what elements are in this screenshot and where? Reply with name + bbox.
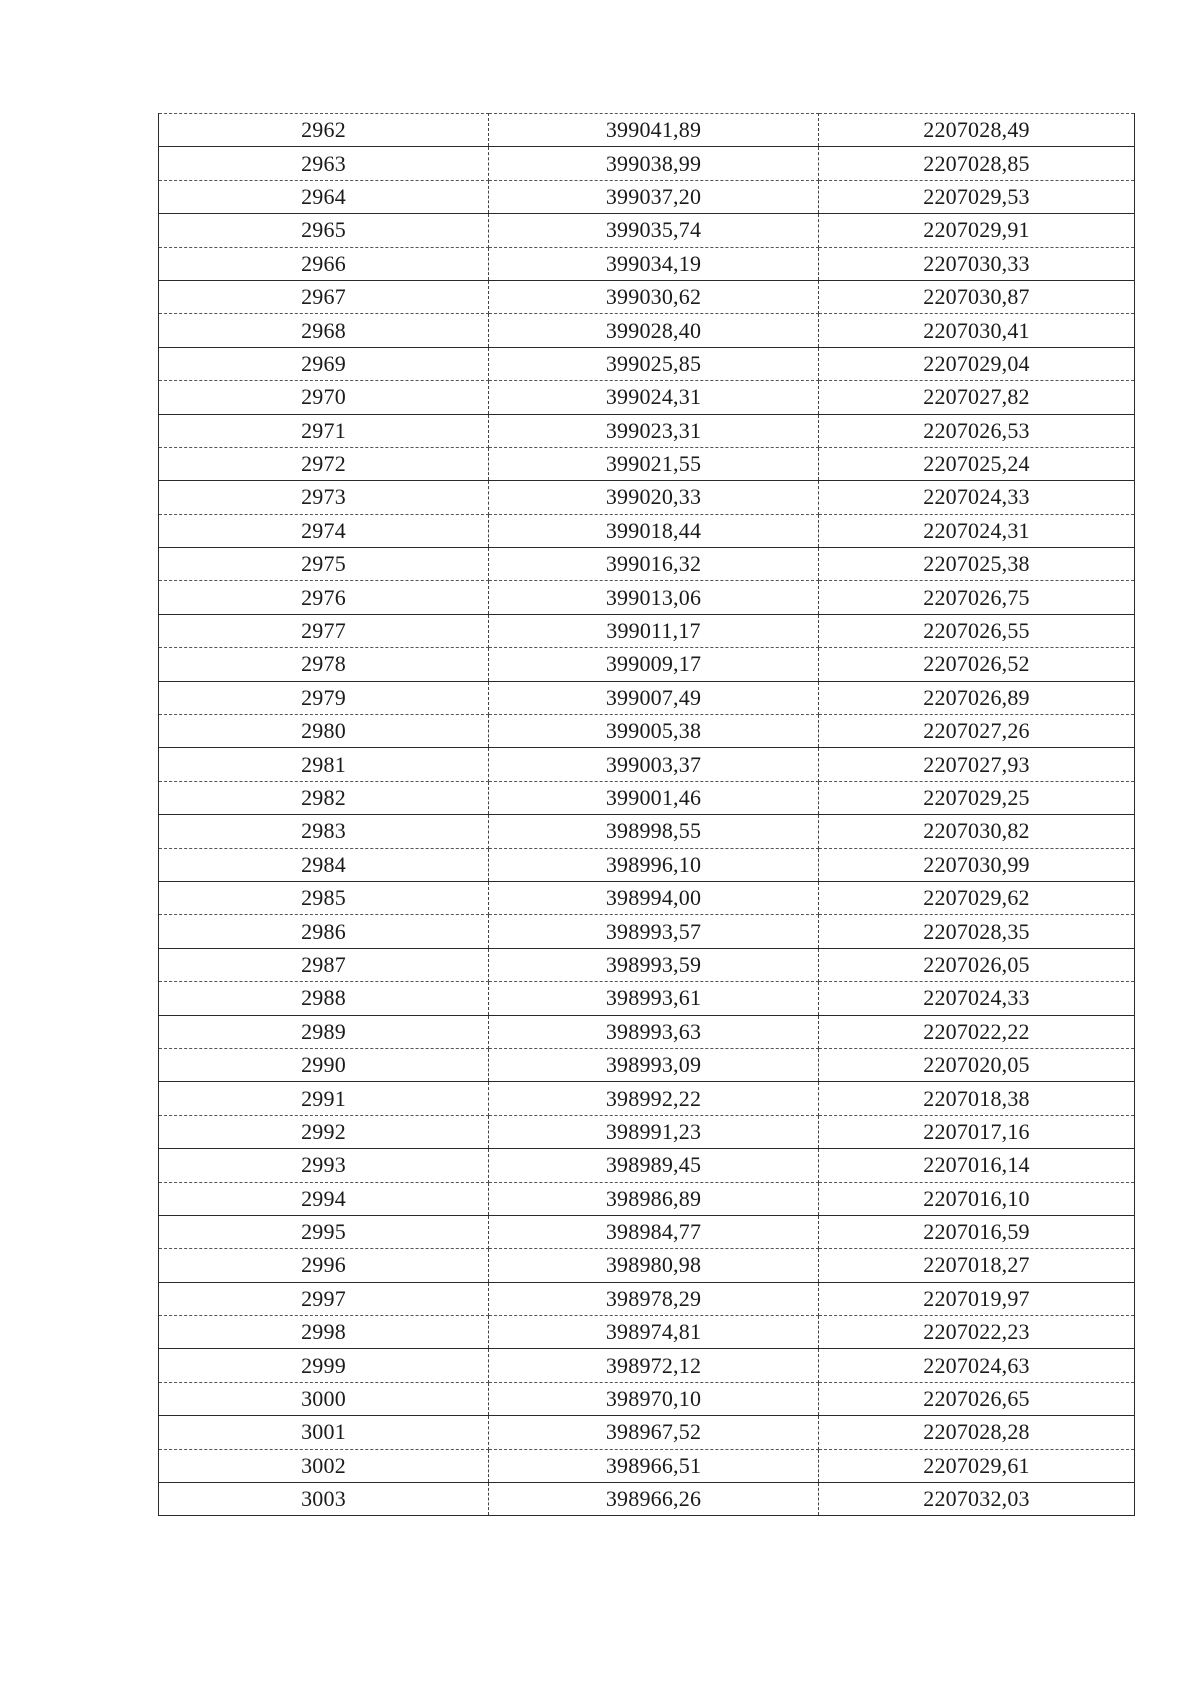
point-number-cell: 2972 bbox=[159, 447, 489, 480]
y-coordinate-cell: 2207030,82 bbox=[819, 815, 1135, 848]
table-row bbox=[159, 781, 1135, 814]
table-row bbox=[159, 1082, 1135, 1115]
y-coordinate-cell: 2207026,75 bbox=[819, 581, 1135, 614]
x-coordinate-cell: 399016,32 bbox=[489, 548, 819, 581]
y-coordinate-cell: 2207024,33 bbox=[819, 982, 1135, 1015]
table-row bbox=[159, 214, 1135, 247]
point-number-cell: 2983 bbox=[159, 815, 489, 848]
y-coordinate-cell: 2207029,61 bbox=[819, 1449, 1135, 1482]
x-coordinate-cell: 399007,49 bbox=[489, 681, 819, 714]
x-coordinate-cell: 398980,98 bbox=[489, 1249, 819, 1282]
table-row bbox=[159, 247, 1135, 280]
x-coordinate-cell: 398966,26 bbox=[489, 1483, 819, 1516]
x-coordinate-cell: 398993,59 bbox=[489, 948, 819, 981]
x-coordinate-cell: 398998,55 bbox=[489, 815, 819, 848]
y-coordinate-cell: 2207018,27 bbox=[819, 1249, 1135, 1282]
point-number-cell: 2982 bbox=[159, 781, 489, 814]
table-row bbox=[159, 514, 1135, 547]
y-coordinate-cell: 2207030,33 bbox=[819, 247, 1135, 280]
point-number-cell: 2986 bbox=[159, 915, 489, 948]
table-row bbox=[159, 1015, 1135, 1048]
y-coordinate-cell: 2207026,65 bbox=[819, 1382, 1135, 1415]
point-number-cell: 2976 bbox=[159, 581, 489, 614]
y-coordinate-cell: 2207027,82 bbox=[819, 381, 1135, 414]
x-coordinate-cell: 399001,46 bbox=[489, 781, 819, 814]
table-row bbox=[159, 314, 1135, 347]
x-coordinate-cell: 399013,06 bbox=[489, 581, 819, 614]
point-number-cell: 2974 bbox=[159, 514, 489, 547]
y-coordinate-cell: 2207025,38 bbox=[819, 548, 1135, 581]
x-coordinate-cell: 398991,23 bbox=[489, 1115, 819, 1148]
y-coordinate-cell: 2207032,03 bbox=[819, 1483, 1135, 1516]
x-coordinate-cell: 399028,40 bbox=[489, 314, 819, 347]
table-row bbox=[159, 581, 1135, 614]
x-coordinate-cell: 398978,29 bbox=[489, 1282, 819, 1315]
y-coordinate-cell: 2207028,85 bbox=[819, 147, 1135, 180]
x-coordinate-cell: 398994,00 bbox=[489, 881, 819, 914]
y-coordinate-cell: 2207016,59 bbox=[819, 1215, 1135, 1248]
table-row bbox=[159, 280, 1135, 313]
y-coordinate-cell: 2207025,24 bbox=[819, 447, 1135, 480]
x-coordinate-cell: 398974,81 bbox=[489, 1316, 819, 1349]
point-number-cell: 2991 bbox=[159, 1082, 489, 1115]
x-coordinate-cell: 399011,17 bbox=[489, 614, 819, 647]
table-row bbox=[159, 1416, 1135, 1449]
y-coordinate-cell: 2207028,49 bbox=[819, 114, 1135, 147]
y-coordinate-cell: 2207016,14 bbox=[819, 1149, 1135, 1182]
y-coordinate-cell: 2207024,33 bbox=[819, 481, 1135, 514]
point-number-cell: 2997 bbox=[159, 1282, 489, 1315]
table-row bbox=[159, 1483, 1135, 1516]
y-coordinate-cell: 2207026,89 bbox=[819, 681, 1135, 714]
table-row bbox=[159, 481, 1135, 514]
x-coordinate-cell: 398986,89 bbox=[489, 1182, 819, 1215]
x-coordinate-cell: 399003,37 bbox=[489, 748, 819, 781]
y-coordinate-cell: 2207026,52 bbox=[819, 648, 1135, 681]
y-coordinate-cell: 2207024,31 bbox=[819, 514, 1135, 547]
table-row bbox=[159, 414, 1135, 447]
x-coordinate-cell: 399025,85 bbox=[489, 347, 819, 380]
point-number-cell: 2973 bbox=[159, 481, 489, 514]
point-number-cell: 2998 bbox=[159, 1316, 489, 1349]
point-number-cell: 2975 bbox=[159, 548, 489, 581]
x-coordinate-cell: 399020,33 bbox=[489, 481, 819, 514]
point-number-cell: 2969 bbox=[159, 347, 489, 380]
point-number-cell: 2966 bbox=[159, 247, 489, 280]
x-coordinate-cell: 398989,45 bbox=[489, 1149, 819, 1182]
x-coordinate-cell: 398992,22 bbox=[489, 1082, 819, 1115]
table-row bbox=[159, 447, 1135, 480]
x-coordinate-cell: 399034,19 bbox=[489, 247, 819, 280]
point-number-cell: 2992 bbox=[159, 1115, 489, 1148]
point-number-cell: 2985 bbox=[159, 881, 489, 914]
x-coordinate-cell: 399009,17 bbox=[489, 648, 819, 681]
y-coordinate-cell: 2207030,87 bbox=[819, 280, 1135, 313]
point-number-cell: 2965 bbox=[159, 214, 489, 247]
y-coordinate-cell: 2207029,62 bbox=[819, 881, 1135, 914]
table-row bbox=[159, 347, 1135, 380]
y-coordinate-cell: 2207022,22 bbox=[819, 1015, 1135, 1048]
point-number-cell: 2979 bbox=[159, 681, 489, 714]
table-row bbox=[159, 748, 1135, 781]
point-number-cell: 2971 bbox=[159, 414, 489, 447]
table-row bbox=[159, 114, 1135, 147]
table-row bbox=[159, 1282, 1135, 1315]
table-row bbox=[159, 1149, 1135, 1182]
x-coordinate-cell: 398966,51 bbox=[489, 1449, 819, 1482]
point-number-cell: 3001 bbox=[159, 1416, 489, 1449]
y-coordinate-cell: 2207024,63 bbox=[819, 1349, 1135, 1382]
point-number-cell: 2964 bbox=[159, 180, 489, 213]
y-coordinate-cell: 2207026,05 bbox=[819, 948, 1135, 981]
table-row bbox=[159, 1048, 1135, 1081]
y-coordinate-cell: 2207027,26 bbox=[819, 715, 1135, 748]
point-number-cell: 2993 bbox=[159, 1149, 489, 1182]
point-number-cell: 2977 bbox=[159, 614, 489, 647]
coordinates-table-body bbox=[159, 114, 1135, 1516]
point-number-cell: 2995 bbox=[159, 1215, 489, 1248]
table-row bbox=[159, 180, 1135, 213]
x-coordinate-cell: 399030,62 bbox=[489, 280, 819, 313]
y-coordinate-cell: 2207029,25 bbox=[819, 781, 1135, 814]
table-row bbox=[159, 1249, 1135, 1282]
table-row bbox=[159, 614, 1135, 647]
point-number-cell: 2989 bbox=[159, 1015, 489, 1048]
table-row bbox=[159, 1215, 1135, 1248]
y-coordinate-cell: 2207027,93 bbox=[819, 748, 1135, 781]
x-coordinate-cell: 399018,44 bbox=[489, 514, 819, 547]
table-row bbox=[159, 1449, 1135, 1482]
table-row bbox=[159, 1182, 1135, 1215]
point-number-cell: 2994 bbox=[159, 1182, 489, 1215]
point-number-cell: 2990 bbox=[159, 1048, 489, 1081]
y-coordinate-cell: 2207028,28 bbox=[819, 1416, 1135, 1449]
point-number-cell: 2980 bbox=[159, 715, 489, 748]
point-number-cell: 2970 bbox=[159, 381, 489, 414]
x-coordinate-cell: 399037,20 bbox=[489, 180, 819, 213]
table-row bbox=[159, 881, 1135, 914]
x-coordinate-cell: 398972,12 bbox=[489, 1349, 819, 1382]
x-coordinate-cell: 399041,89 bbox=[489, 114, 819, 147]
x-coordinate-cell: 398993,63 bbox=[489, 1015, 819, 1048]
x-coordinate-cell: 398993,09 bbox=[489, 1048, 819, 1081]
table-row bbox=[159, 1349, 1135, 1382]
y-coordinate-cell: 2207026,55 bbox=[819, 614, 1135, 647]
point-number-cell: 2984 bbox=[159, 848, 489, 881]
point-number-cell: 3002 bbox=[159, 1449, 489, 1482]
table-row bbox=[159, 848, 1135, 881]
coordinates-table bbox=[158, 113, 1135, 1516]
x-coordinate-cell: 399035,74 bbox=[489, 214, 819, 247]
point-number-cell: 2963 bbox=[159, 147, 489, 180]
y-coordinate-cell: 2207026,53 bbox=[819, 414, 1135, 447]
point-number-cell: 2981 bbox=[159, 748, 489, 781]
table-row bbox=[159, 1316, 1135, 1349]
table-row bbox=[159, 1382, 1135, 1415]
x-coordinate-cell: 398993,57 bbox=[489, 915, 819, 948]
table-row bbox=[159, 681, 1135, 714]
y-coordinate-cell: 2207022,23 bbox=[819, 1316, 1135, 1349]
y-coordinate-cell: 2207020,05 bbox=[819, 1048, 1135, 1081]
point-number-cell: 3000 bbox=[159, 1382, 489, 1415]
x-coordinate-cell: 398993,61 bbox=[489, 982, 819, 1015]
point-number-cell: 2978 bbox=[159, 648, 489, 681]
point-number-cell: 2988 bbox=[159, 982, 489, 1015]
point-number-cell: 2967 bbox=[159, 280, 489, 313]
y-coordinate-cell: 2207017,16 bbox=[819, 1115, 1135, 1148]
x-coordinate-cell: 398967,52 bbox=[489, 1416, 819, 1449]
x-coordinate-cell: 399023,31 bbox=[489, 414, 819, 447]
x-coordinate-cell: 398970,10 bbox=[489, 1382, 819, 1415]
table-row bbox=[159, 1115, 1135, 1148]
point-number-cell: 2987 bbox=[159, 948, 489, 981]
x-coordinate-cell: 399005,38 bbox=[489, 715, 819, 748]
y-coordinate-cell: 2207030,99 bbox=[819, 848, 1135, 881]
table-row bbox=[159, 548, 1135, 581]
y-coordinate-cell: 2207018,38 bbox=[819, 1082, 1135, 1115]
point-number-cell: 2962 bbox=[159, 114, 489, 147]
x-coordinate-cell: 399021,55 bbox=[489, 447, 819, 480]
x-coordinate-cell: 398984,77 bbox=[489, 1215, 819, 1248]
y-coordinate-cell: 2207029,53 bbox=[819, 180, 1135, 213]
x-coordinate-cell: 399024,31 bbox=[489, 381, 819, 414]
table-row bbox=[159, 815, 1135, 848]
table-row bbox=[159, 982, 1135, 1015]
x-coordinate-cell: 399038,99 bbox=[489, 147, 819, 180]
table-row bbox=[159, 147, 1135, 180]
x-coordinate-cell: 398996,10 bbox=[489, 848, 819, 881]
y-coordinate-cell: 2207028,35 bbox=[819, 915, 1135, 948]
table-row bbox=[159, 915, 1135, 948]
y-coordinate-cell: 2207019,97 bbox=[819, 1282, 1135, 1315]
y-coordinate-cell: 2207016,10 bbox=[819, 1182, 1135, 1215]
y-coordinate-cell: 2207029,04 bbox=[819, 347, 1135, 380]
point-number-cell: 2968 bbox=[159, 314, 489, 347]
table-row bbox=[159, 715, 1135, 748]
table-row bbox=[159, 381, 1135, 414]
y-coordinate-cell: 2207030,41 bbox=[819, 314, 1135, 347]
point-number-cell: 2996 bbox=[159, 1249, 489, 1282]
table-row bbox=[159, 648, 1135, 681]
table-row bbox=[159, 948, 1135, 981]
point-number-cell: 3003 bbox=[159, 1483, 489, 1516]
point-number-cell: 2999 bbox=[159, 1349, 489, 1382]
y-coordinate-cell: 2207029,91 bbox=[819, 214, 1135, 247]
